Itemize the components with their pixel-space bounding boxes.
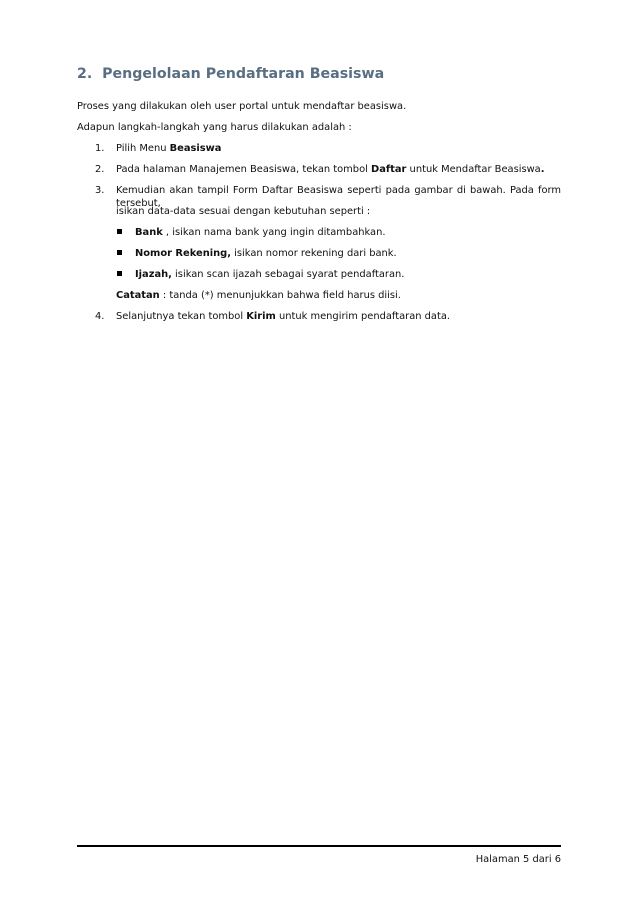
step-4-text [116, 310, 450, 323]
step-3-line-2: isikan data-data sesuai dengan kebutuhan seperti : [116, 206, 371, 217]
step-1-menu-name: Beasiswa [169, 143, 222, 154]
bullet-icon [117, 271, 122, 276]
step-2-period: . [540, 164, 545, 175]
page-number: Halaman 5 dari 6 [475, 854, 561, 865]
step-4-number: 4. [95, 311, 105, 322]
note-line [116, 289, 401, 302]
field-rekening-desc: isikan nomor rekening dari bank. [231, 248, 397, 259]
field-ijazah-desc: isikan scan ijazah sebagai syarat pendaftaran. [171, 269, 405, 280]
step-2-text [116, 163, 545, 176]
step-1-text [116, 142, 221, 155]
bullet-icon [117, 229, 122, 234]
step-1-number: 1. [95, 143, 105, 154]
step-2-number: 2. [95, 164, 105, 175]
footer-divider [77, 845, 561, 847]
section-number: 2. [77, 66, 93, 82]
section-title-text: Pengelolaan Pendaftaran Beasiswa [102, 66, 385, 82]
field-item-nomor-rekening [135, 247, 397, 260]
step-4-text-b: untuk mengirim pendaftaran data. [275, 311, 451, 322]
intro-paragraph-1: Proses yang dilakukan oleh user portal untuk mendaftar beasiswa. [77, 101, 407, 112]
step-2-button-name: Daftar [371, 164, 407, 175]
step-3-line-1: Kemudian akan tampil Form Daftar Beasiswa seperti pada gambar di bawah. Pada form tersebut, [116, 185, 561, 209]
step-1-label: Pilih Menu [116, 143, 170, 154]
note-label: Catatan [116, 290, 160, 301]
bullet-icon [117, 250, 122, 255]
step-4-button-name: Kirim [246, 311, 276, 322]
field-rekening-name: Nomor Rekening, [135, 248, 231, 259]
step-4-text-a: Selanjutnya tekan tombol [116, 311, 247, 322]
field-bank-name: Bank [135, 227, 163, 238]
section-heading [77, 66, 384, 82]
step-2-text-a: Pada halaman Manajemen Beasiswa, tekan tombol [116, 164, 371, 175]
field-item-ijazah [135, 268, 404, 281]
field-bank-desc: , isikan nama bank yang ingin ditambahkan. [162, 227, 386, 238]
field-ijazah-name: Ijazah, [135, 269, 172, 280]
step-2-text-b: untuk Mendaftar Beasiswa [406, 164, 541, 175]
field-item-bank [135, 226, 386, 239]
note-text: : tanda (*) menunjukkan bahwa field harus diisi. [159, 290, 401, 301]
step-3-number: 3. [95, 185, 105, 196]
intro-paragraph-2: Adapun langkah-langkah yang harus dilakukan adalah : [77, 122, 352, 133]
